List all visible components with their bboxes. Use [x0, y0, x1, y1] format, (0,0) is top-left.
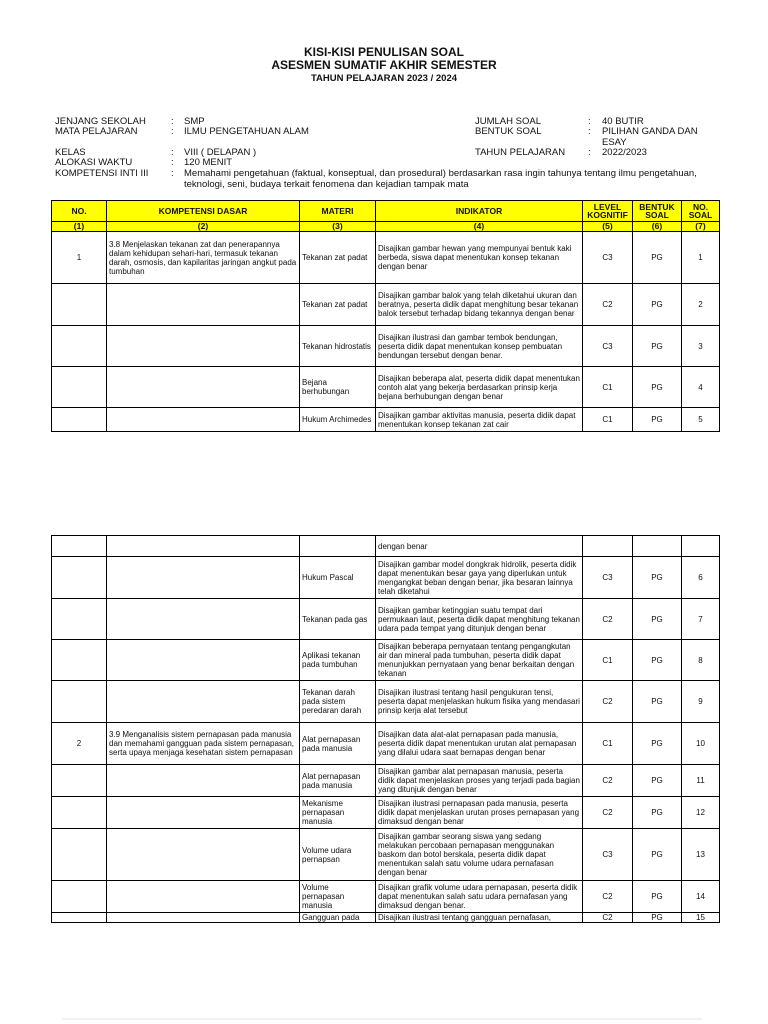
- level-kognitif-cell: C3: [583, 557, 633, 599]
- info-label: MATA PELAJARAN: [55, 126, 138, 137]
- numbering-cell: (5): [583, 222, 633, 232]
- materi-cell: Hukum Archimedes: [300, 408, 376, 432]
- bentuk-soal-cell: PG: [633, 881, 682, 913]
- kompetensi-dasar-cell: [107, 640, 300, 681]
- info-colon: :: [588, 126, 591, 137]
- level-kognitif-cell: [583, 536, 633, 557]
- header-no: NO.: [52, 201, 107, 222]
- no-soal-cell: 15: [682, 913, 720, 923]
- materi-cell: Volume pernapasan manusia: [300, 881, 376, 913]
- kompetensi-dasar-cell: 3.8 Menjelaskan tekanan zat dan penerapannya dalam kehidupan sehari-hari, termasuk tekanan darah, osmosis, dan kapilaritas jaringan angkut pada tumbuhan: [107, 232, 300, 284]
- level-kognitif-cell: C2: [583, 599, 633, 640]
- bentuk-soal-cell: PG: [633, 557, 682, 599]
- info-value: VIII ( DELAPAN ): [184, 147, 257, 158]
- no-soal-cell: 5: [682, 408, 720, 432]
- row-number: [52, 913, 107, 923]
- materi-cell: Bejana berhubungan: [300, 367, 376, 408]
- row-number: [52, 536, 107, 557]
- table-row: [52, 284, 720, 326]
- row-number: [52, 881, 107, 913]
- table-row: [52, 232, 720, 284]
- numbering-cell: (7): [682, 222, 720, 232]
- table-header-row: [52, 201, 720, 222]
- indikator-cell: Disajikan ilustrasi dan gambar tembok bendungan, peserta didik dapat menentukan konsep pembuatan bendungan tersebut dengan benar.: [376, 326, 583, 367]
- bentuk-soal-cell: PG: [633, 326, 682, 367]
- table-row: [52, 881, 720, 913]
- bentuk-soal-cell: PG: [633, 765, 682, 797]
- bentuk-soal-cell: PG: [633, 367, 682, 408]
- info-colon: :: [171, 157, 174, 168]
- no-soal-cell: 10: [682, 723, 720, 765]
- table-row: [52, 829, 720, 881]
- indikator-cell: Disajikan gambar model dongkrak hidrolik, peserta didik dapat menentukan besar gaya yang diperlukan untuk mengangkat beban dengan benar, jika besaran lainnya telah diketahui: [376, 557, 583, 599]
- info-label: JUMLAH SOAL: [475, 116, 541, 127]
- kompetensi-dasar-cell: [107, 326, 300, 367]
- header-materi: MATERI: [300, 201, 376, 222]
- info-colon: :: [588, 116, 591, 127]
- row-number: [52, 557, 107, 599]
- indikator-cell: Disajikan gambar hewan yang mempunyai bentuk kaki berbeda, siswa dapat menentukan konsep tekanan dengan benar: [376, 232, 583, 284]
- table-row: [52, 367, 720, 408]
- header-kompetensi-dasar: KOMPETENSI DASAR: [107, 201, 300, 222]
- table-row: [52, 723, 720, 765]
- level-kognitif-cell: C3: [583, 232, 633, 284]
- page-footer-line: [62, 1018, 702, 1020]
- no-soal-cell: 12: [682, 797, 720, 829]
- level-kognitif-cell: C2: [583, 913, 633, 923]
- indikator-cell: Disajikan grafik volume udara pernapasan, peserta didik dapat menentukan salah satu udara pernafasan yang dimaksud dengan benar.: [376, 881, 583, 913]
- no-soal-cell: 7: [682, 599, 720, 640]
- materi-cell: Tekanan darah pada sistem peredaran darah: [300, 681, 376, 723]
- materi-cell: Tekanan zat padat: [300, 284, 376, 326]
- indikator-cell: Disajikan beberapa alat, peserta didik dapat menentukan contoh alat yang bekerja berdasarkan prinsip kerja bejana berhubungan dengan benar: [376, 367, 583, 408]
- row-number: [52, 599, 107, 640]
- materi-cell: [300, 536, 376, 557]
- kompetensi-dasar-cell: [107, 557, 300, 599]
- indikator-cell: Disajikan beberapa pernyataan tentang pengangkutan air dan mineral pada tumbuhan, peserta didik dapat menunjukkan pernyataan yang benar berkaitan dengan tekanan: [376, 640, 583, 681]
- info-value: SMP: [184, 116, 205, 127]
- info-label: ALOKASI WAKTU: [55, 157, 133, 168]
- level-kognitif-cell: C1: [583, 723, 633, 765]
- row-number: [52, 326, 107, 367]
- bentuk-soal-cell: PG: [633, 232, 682, 284]
- info-colon: :: [171, 116, 174, 127]
- bentuk-soal-cell: PG: [633, 723, 682, 765]
- numbering-cell: (1): [52, 222, 107, 232]
- bentuk-soal-cell: [633, 536, 682, 557]
- kompetensi-dasar-cell: [107, 367, 300, 408]
- kompetensi-dasar-cell: [107, 797, 300, 829]
- row-number: [52, 408, 107, 432]
- numbering-cell: (4): [376, 222, 583, 232]
- kompetensi-dasar-cell: [107, 681, 300, 723]
- indikator-cell: Disajikan ilustrasi tentang gangguan pernafasan,: [376, 913, 583, 923]
- row-number: [52, 765, 107, 797]
- kisi-kisi-table-page-1: [51, 200, 720, 432]
- bentuk-soal-cell: PG: [633, 681, 682, 723]
- row-number: [52, 681, 107, 723]
- bentuk-soal-cell: PG: [633, 913, 682, 923]
- kompetensi-dasar-cell: [107, 881, 300, 913]
- materi-cell: Tekanan hidrostatis: [300, 326, 376, 367]
- numbering-cell: (3): [300, 222, 376, 232]
- table-row: [52, 599, 720, 640]
- info-value: 40 BUTIR: [602, 116, 644, 127]
- level-kognitif-cell: C2: [583, 681, 633, 723]
- row-number: [52, 640, 107, 681]
- indikator-cell: Disajikan ilustrasi tentang hasil pengukuran tensi, peserta dapat menjelaskan hukum fisika yang mendasari prinsip kerja alat tersebut: [376, 681, 583, 723]
- materi-cell: Tekanan zat padat: [300, 232, 376, 284]
- level-kognitif-cell: C2: [583, 881, 633, 913]
- kompetensi-dasar-cell: [107, 599, 300, 640]
- info-colon: :: [588, 147, 591, 158]
- level-kognitif-cell: C1: [583, 640, 633, 681]
- bentuk-soal-cell: PG: [633, 640, 682, 681]
- materi-cell: Mekanisme pernapasan manusia: [300, 797, 376, 829]
- academic-year-title: TAHUN PELAJARAN 2023 / 2024: [310, 73, 458, 84]
- document-title: KISI-KISI PENULISAN SOAL: [303, 45, 464, 59]
- no-soal-cell: 2: [682, 284, 720, 326]
- no-soal-cell: 3: [682, 326, 720, 367]
- bentuk-soal-cell: PG: [633, 599, 682, 640]
- row-number: 2: [52, 723, 107, 765]
- materi-cell: Alat pernapasan pada manusia: [300, 723, 376, 765]
- indikator-cell: Disajikan data alat-alat pernapasan pada manusia, peserta didik dapat menentukan urutan alat pernapasan yang dilalui udara saat bernapas dengan benar: [376, 723, 583, 765]
- info-label: KELAS: [55, 147, 86, 158]
- info-colon: :: [171, 126, 174, 137]
- info-value: PILIHAN GANDA DAN ESAY: [602, 126, 698, 148]
- info-value: 2022/2023: [602, 147, 647, 158]
- header-no-soal: NO. SOAL: [682, 201, 720, 222]
- no-soal-cell: 8: [682, 640, 720, 681]
- no-soal-cell: 11: [682, 765, 720, 797]
- indikator-cell: Disajikan ilustrasi pernapasan pada manusia, peserta didik dapat menjelaskan urutan proses pernapasan yang dimaksud dengan benar: [376, 797, 583, 829]
- kompetensi-dasar-cell: [107, 829, 300, 881]
- materi-cell: Volume udara pernapsan: [300, 829, 376, 881]
- level-kognitif-cell: C2: [583, 765, 633, 797]
- kompetensi-dasar-cell: [107, 913, 300, 923]
- table-row: [52, 797, 720, 829]
- table-row: [52, 765, 720, 797]
- bentuk-soal-cell: PG: [633, 829, 682, 881]
- row-number: [52, 284, 107, 326]
- indikator-cell: Disajikan gambar balok yang telah diketahui ukuran dan beratnya, peserta didik dapat menghitung besar tekanan balok tersebut terhadap bidang tekannya dengan benar: [376, 284, 583, 326]
- no-soal-cell: 1: [682, 232, 720, 284]
- indikator-cell: Disajikan gambar seorang siswa yang sedang melakukan percobaan pernapasan menggunakan baskom dan botol berskala, peserta didik dapat menentukan salah satu volume udara pernafasan dengan benar: [376, 829, 583, 881]
- level-kognitif-cell: C3: [583, 326, 633, 367]
- kompetensi-inti-text: Memahami pengetahuan (faktual, konseptual, dan prosedural) berdasarkan rasa ingin tahunya tentang ilmu pengetahuan, teknologi, seni, budaya terkait fenomena dan kejadian tampak mata: [184, 168, 697, 190]
- row-number: [52, 367, 107, 408]
- table-row: [52, 557, 720, 599]
- materi-cell: Hukum Pascal: [300, 557, 376, 599]
- table-numbering-row: [52, 222, 720, 232]
- info-value: ILMU PENGETAHUAN ALAM: [184, 126, 309, 137]
- level-kognitif-cell: C1: [583, 367, 633, 408]
- no-soal-cell: 14: [682, 881, 720, 913]
- info-label: JENJANG SEKOLAH: [55, 116, 146, 127]
- info-label: TAHUN PELAJARAN: [475, 147, 566, 158]
- materi-cell: Aplikasi tekanan pada tumbuhan: [300, 640, 376, 681]
- info-label: BENTUK SOAL: [475, 126, 542, 137]
- table-row: [52, 913, 720, 923]
- materi-cell: Alat pernapasan pada manusia: [300, 765, 376, 797]
- info-value: 120 MENIT: [184, 157, 233, 168]
- indikator-cell: Disajikan gambar ketinggian suatu tempat dari permukaan laut, peserta didik dapat menghitung tekanan udara pada tempat yang ditunjuk dengan benar: [376, 599, 583, 640]
- bentuk-soal-cell: PG: [633, 797, 682, 829]
- table-row: [52, 536, 720, 557]
- header-bentuk-soal: BENTUK SOAL: [633, 201, 682, 222]
- kompetensi-dasar-cell: [107, 536, 300, 557]
- indikator-cell: Disajikan gambar aktivitas manusia, peserta didik dapat menentukan konsep tekanan zat cair: [376, 408, 583, 432]
- table-row: [52, 408, 720, 432]
- document-subtitle: ASESMEN SUMATIF AKHIR SEMESTER: [271, 58, 497, 72]
- row-number: 1: [52, 232, 107, 284]
- level-kognitif-cell: C1: [583, 408, 633, 432]
- bentuk-soal-cell: PG: [633, 284, 682, 326]
- kompetensi-dasar-cell: 3.9 Menganalisis sistem pernapasan pada manusia dan memahami gangguan pada sistem pernapasan, serta upaya menjaga kesehatan sistem pernapasan: [107, 723, 300, 765]
- level-kognitif-cell: C3: [583, 829, 633, 881]
- level-kognitif-cell: C2: [583, 797, 633, 829]
- numbering-cell: (6): [633, 222, 682, 232]
- table-row: [52, 640, 720, 681]
- kompetensi-dasar-cell: [107, 765, 300, 797]
- table-row: [52, 326, 720, 367]
- header-indikator: INDIKATOR: [376, 201, 583, 222]
- no-soal-cell: 6: [682, 557, 720, 599]
- numbering-cell: (2): [107, 222, 300, 232]
- indikator-cell: Disajikan gambar alat pernapasan manusia, peserta didik dapat menjelaskan proses yang terjadi pada bagian yang ditunjuk dengan benar: [376, 765, 583, 797]
- table-row: [52, 681, 720, 723]
- level-kognitif-cell: C2: [583, 284, 633, 326]
- info-colon: :: [171, 168, 174, 179]
- materi-cell: Gangguan pada: [300, 913, 376, 923]
- kompetensi-inti-label: KOMPETENSI INTI III: [55, 168, 149, 179]
- indikator-cell: dengan benar: [376, 536, 583, 557]
- materi-cell: Tekanan pada gas: [300, 599, 376, 640]
- no-soal-cell: 9: [682, 681, 720, 723]
- no-soal-cell: [682, 536, 720, 557]
- kompetensi-dasar-cell: [107, 408, 300, 432]
- no-soal-cell: 13: [682, 829, 720, 881]
- no-soal-cell: 4: [682, 367, 720, 408]
- row-number: [52, 829, 107, 881]
- header-level-kognitif: LEVEL KOGNITIF: [583, 201, 633, 222]
- info-colon: :: [171, 147, 174, 158]
- bentuk-soal-cell: PG: [633, 408, 682, 432]
- row-number: [52, 797, 107, 829]
- kisi-kisi-table-page-2: [51, 535, 720, 923]
- kompetensi-dasar-cell: [107, 284, 300, 326]
